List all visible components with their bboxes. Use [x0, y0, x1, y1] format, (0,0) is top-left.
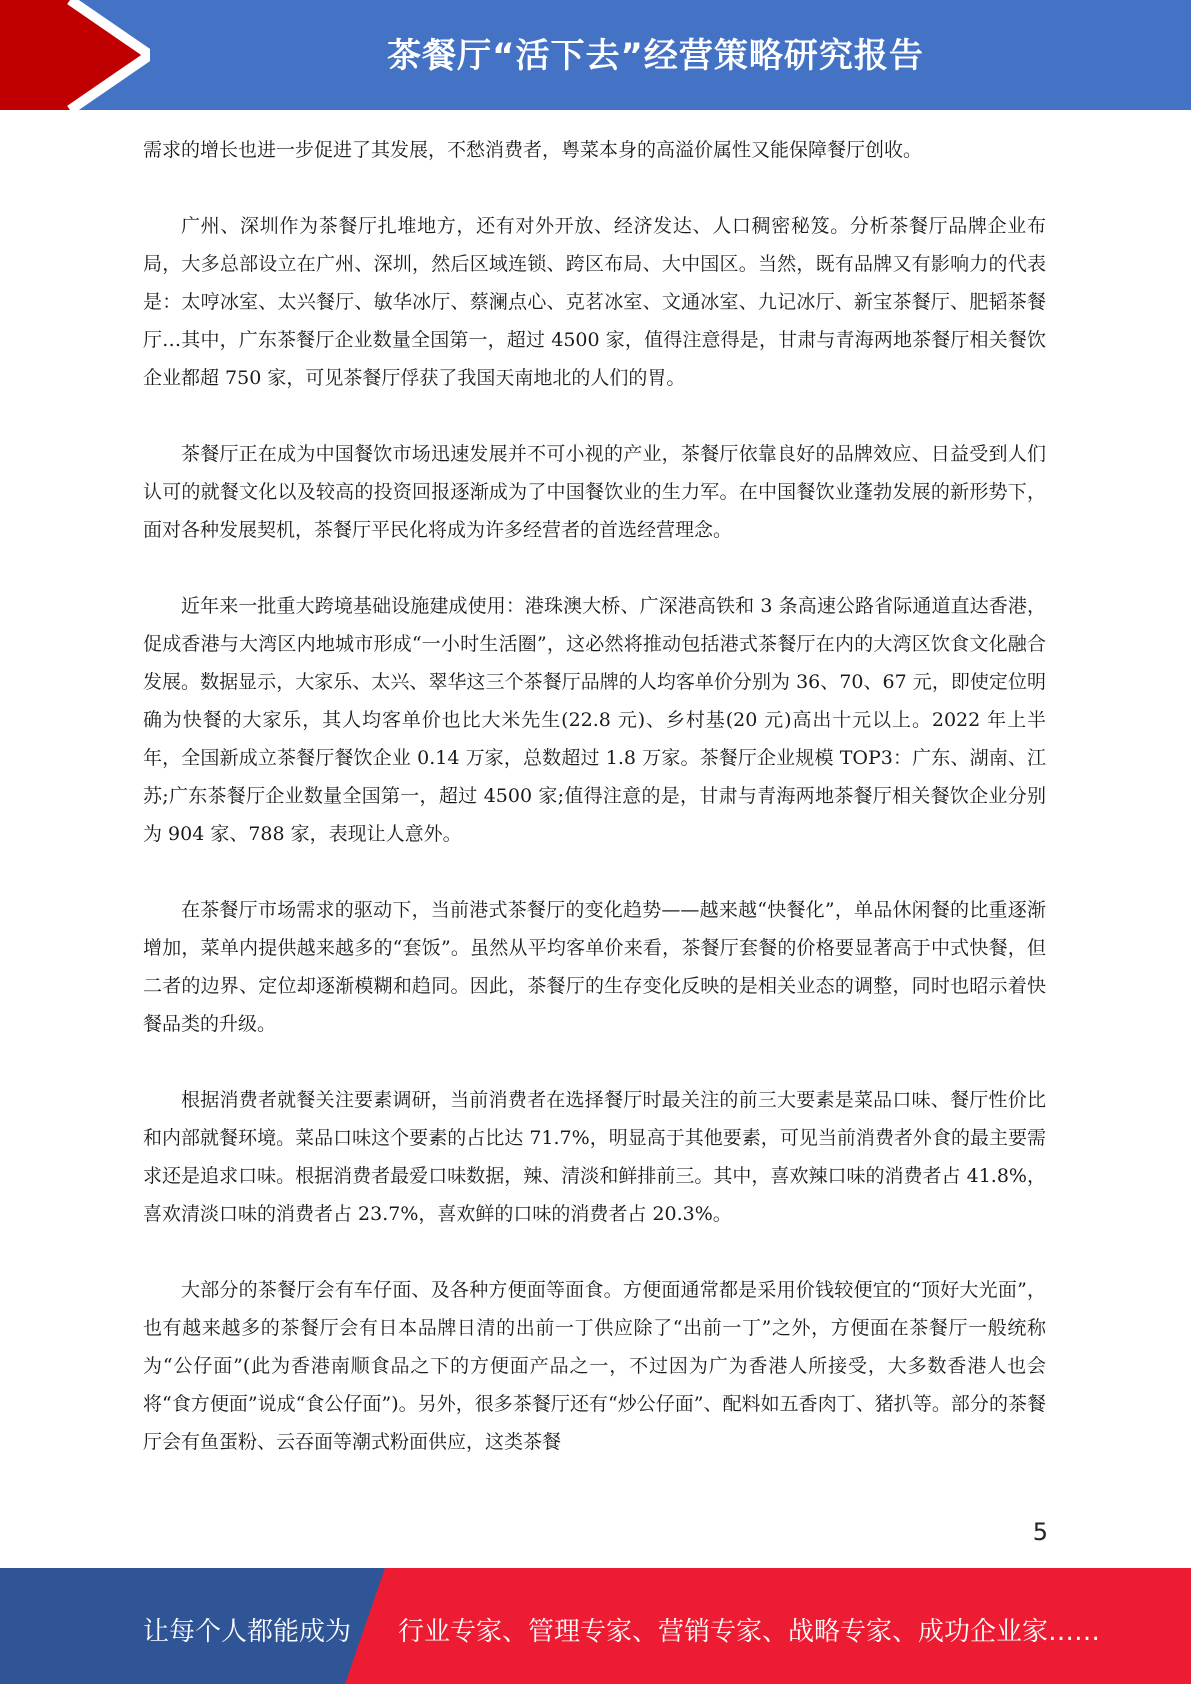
- report-title: 茶餐厅“活下去”经营策略研究报告: [387, 36, 924, 76]
- header-banner: [0, 0, 1191, 110]
- paragraph-1: 需求的增长也进一步促进了其发展，不愁消费者，粤菜本身的高溢价属性又能保障餐厅创收。: [143, 139, 923, 161]
- paragraph-3: 茶餐厅正在成为中国餐饮市场迅速发展并不可小视的产业，茶餐厅依靠良好的品牌效应、日益受到人们认可的就餐文化以及较高的投资回报逐渐成为了中国餐饮业的生力军。在中国餐饮业蓬勃发展的新形势下，面对各种发展契机，茶餐厅平民化将成为许多经营者的首选经营理念。: [143, 443, 1046, 541]
- body-content: [143, 131, 1046, 1499]
- paragraph-5: 在茶餐厅市场需求的驱动下，当前港式茶餐厅的变化趋势——越来越“快餐化”，单品休闲餐的比重逐渐增加，菜单内提供越来越多的“套饭”。虽然从平均客单价来看，茶餐厅套餐的价格要显著高于中式快餐，但二者的边界、定位却逐渐模糊和趋同。因此，茶餐厅的生存变化反映的是相关业态的调整，同时也昭示着快餐品类的升级。: [143, 899, 1046, 1035]
- footer-slogan-left: 让每个人都能成为: [143, 1617, 352, 1647]
- footer-slogan-right: 行业专家、管理专家、营销专家、战略专家、成功企业家……: [398, 1617, 1101, 1647]
- footer-banner: [0, 1568, 1191, 1684]
- paragraph-7: 大部分的茶餐厅会有车仔面、及各种方便面等面食。方便面通常都是采用价钱较便宜的“顶好大光面”，也有越来越多的茶餐厅会有日本品牌日清的出前一丁供应除了“出前一丁”之外，方便面在茶餐厅一般统称为“公仔面”(此为香港南顺食品之下的方便面产品之一，不过因为广为香港人所接受，大多数香港人也会将“食方便面”说成“食公仔面”)。另外，很多茶餐厅还有“炒公仔面”、配料如五香肉丁、猪扒等。部分的茶餐厅会有鱼蛋粉、云吞面等潮式粉面供应，这类茶餐: [143, 1279, 1046, 1453]
- header-arrow-decoration: [0, 0, 150, 110]
- paragraph-6: 根据消费者就餐关注要素调研，当前消费者在选择餐厅时最关注的前三大要素是菜品口味、餐厅性价比和内部就餐环境。菜品口味这个要素的占比达 71.7%，明显高于其他要素，可见当前消费者外食的最主要需求还是追求口味。根据消费者最爱口味数据，辣、清淡和鲜排前三。其中，喜欢辣口味的消费者占 41.8%，喜欢清淡口味的消费者占 23.7%，喜欢鲜的口味的消费者占 20.3%。: [143, 1089, 1046, 1225]
- paragraph-4: 近年来一批重大跨境基础设施建成使用：港珠澳大桥、广深港高铁和 3 条高速公路省际通道直达香港，促成香港与大湾区内地城市形成“一小时生活圈”，这必然将推动包括港式茶餐厅在内的大湾区饮食文化融合发展。数据显示，大家乐、太兴、翠华这三个茶餐厅品牌的人均客单价分别为 36、70、67 元，即使定位明确为快餐的大家乐，其人均客单价也比大米先生(22.8 元)、乡村基(20 元)高出十元以上。2022 年上半年，全国新成立茶餐厅餐饮企业 0.14 万家，总数超过 1.8 万家。茶餐厅企业规模 TOP3：广东、湖南、江苏;广东茶餐厅企业数量全国第一，超过 4500 家;值得注意的是，甘肃与青海两地茶餐厅相关餐饮企业分别为 904 家、788 家，表现让人意外。: [143, 595, 1046, 845]
- paragraph-2: 广州、深圳作为茶餐厅扎堆地方，还有对外开放、经济发达、人口稠密秘笈。分析茶餐厅品牌企业布局，大多总部设立在广州、深圳，然后区域连锁、跨区布局、大中国区。当然，既有品牌又有影响力的代表是：太哼冰室、太兴餐厅、敏华冰厅、蔡澜点心、克茗冰室、文通冰室、九记冰厅、新宝茶餐厅、肥韬茶餐厅…其中，广东茶餐厅企业数量全国第一，超过 4500 家，值得注意得是，甘肃与青海两地茶餐厅相关餐饮企业都超 750 家，可见茶餐厅俘获了我国天南地北的人们的胃。: [143, 215, 1046, 389]
- page-number: 5: [1032, 1518, 1048, 1546]
